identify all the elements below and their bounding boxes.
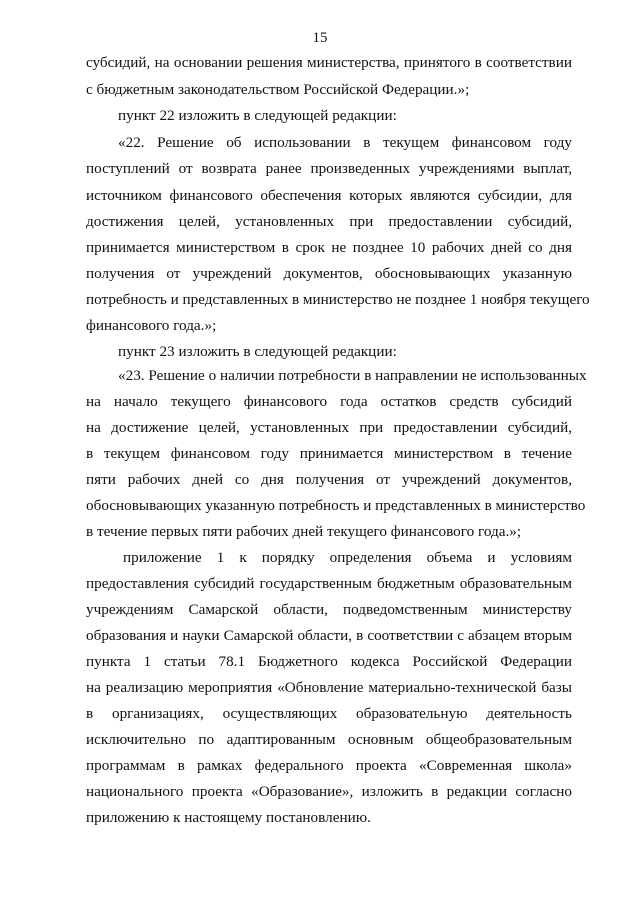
- text-line: с бюджетным законодательством Российской Федерации.»;: [86, 81, 470, 98]
- text-line: на начало текущего финансового года остатков средств субсидий: [86, 393, 572, 410]
- text-line: пункт 23 изложить в следующей редакции:: [118, 343, 397, 360]
- text-line: на реализацию мероприятия «Обновление материально-технической базы: [86, 679, 572, 696]
- text-line: в текущем финансовом году принимается министерством в течение: [86, 445, 572, 462]
- text-line: поступлений от возврата ранее произведенных учреждениями выплат,: [86, 160, 572, 177]
- text-line: пункт 22 изложить в следующей редакции:: [118, 107, 397, 124]
- text-line: приложение 1 к порядку определения объема и условиям: [123, 549, 572, 566]
- text-line: пяти рабочих дней со дня получения от учреждений документов,: [86, 471, 572, 488]
- text-line: программам в рамках федерального проекта «Современная школа»: [86, 757, 572, 774]
- text-line: образования и науки Самарской области, в соответствии с абзацем вторым: [86, 627, 572, 644]
- text-line: в организациях, осуществляющих образовательную деятельность: [86, 705, 572, 722]
- text-line: обосновывающих указанную потребность и представленных в министерство: [86, 497, 586, 514]
- text-line: потребность и представленных в министерство не позднее 1 ноября текущего: [86, 291, 590, 308]
- text-line: достижения целей, установленных при предоставлении субсидий,: [86, 213, 572, 230]
- text-line: в течение первых пяти рабочих дней текущего финансового года.»;: [86, 523, 522, 540]
- text-line: исключительно по адаптированным основным общеобразовательным: [86, 731, 572, 748]
- text-line: национального проекта «Образование», изложить в редакции согласно: [86, 783, 572, 800]
- text-line: источником финансового обеспечения которых являются субсидии, для: [86, 187, 572, 204]
- text-line: получения от учреждений документов, обосновывающих указанную: [86, 265, 572, 282]
- text-line: «22. Решение об использовании в текущем финансовом году: [118, 134, 572, 151]
- text-line: на достижение целей, установленных при предоставлении субсидий,: [86, 419, 572, 436]
- text-line: предоставления субсидий государственным бюджетным образовательным: [86, 575, 572, 592]
- text-line: принимается министерством в срок не позднее 10 рабочих дней со дня: [86, 239, 572, 256]
- text-line: субсидий, на основании решения министерства, принятого в соответствии: [86, 54, 572, 71]
- text-line: приложению к настоящему постановлению.: [86, 809, 371, 826]
- text-line: учреждениям Самарской области, подведомственным министерству: [86, 601, 572, 618]
- text-line: «23. Решение о наличии потребности в направлении не использованных: [118, 367, 587, 384]
- text-line: финансового года.»;: [86, 317, 217, 334]
- text-line: пункта 1 статьи 78.1 Бюджетного кодекса Российской Федерации: [86, 653, 572, 670]
- page-number: 15: [312, 30, 328, 46]
